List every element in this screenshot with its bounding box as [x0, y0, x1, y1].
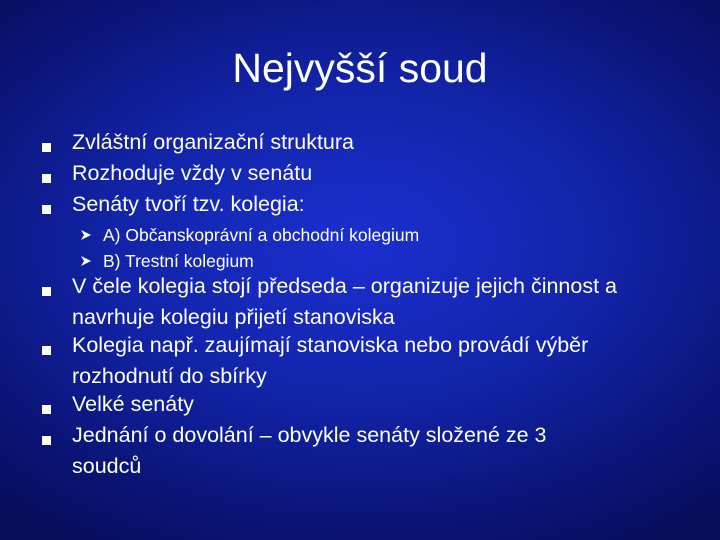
- bullet-item: Rozhoduje vždy v senátu: [72, 161, 313, 185]
- bullet-line: Kolegia např. zaujímají stanoviska nebo provádí výběr: [72, 333, 589, 357]
- square-bullet-icon: [42, 205, 51, 214]
- square-bullet-icon: [42, 287, 51, 296]
- bullet-item: [72, 271, 702, 333]
- bullet-item: Zvláštní organizační struktura: [72, 130, 355, 154]
- bullet-item: [72, 330, 702, 392]
- slide-title: Nejvyšší soud: [232, 45, 488, 91]
- square-bullet-icon: [42, 174, 51, 183]
- square-bullet-icon: [42, 436, 51, 445]
- square-bullet-icon: [42, 346, 51, 355]
- sub-bullet-item: A) Občanskoprávní a obchodní kolegium: [103, 225, 420, 245]
- bullet-line: rozhodnutí do sbírky: [72, 364, 267, 388]
- arrowhead-bullet-icon: [80, 229, 92, 241]
- arrowhead-bullet-icon: [80, 255, 92, 267]
- bullet-line: soudců: [72, 454, 142, 478]
- bullet-line: navrhuje kolegiu přijetí stanoviska: [72, 305, 395, 329]
- sub-bullet-item: B) Trestní kolegium: [103, 251, 254, 271]
- bullet-line: V čele kolegia stojí předseda – organizuje jejich činnost a: [72, 274, 617, 298]
- bullet-item: Velké senáty: [72, 392, 194, 416]
- square-bullet-icon: [42, 143, 51, 152]
- bullet-item: [72, 420, 702, 482]
- square-bullet-icon: [42, 405, 51, 414]
- bullet-item: Senáty tvoří tzv. kolegia:: [72, 192, 305, 216]
- bullet-line: Jednání o dovolání – obvykle senáty složené ze 3: [72, 423, 547, 447]
